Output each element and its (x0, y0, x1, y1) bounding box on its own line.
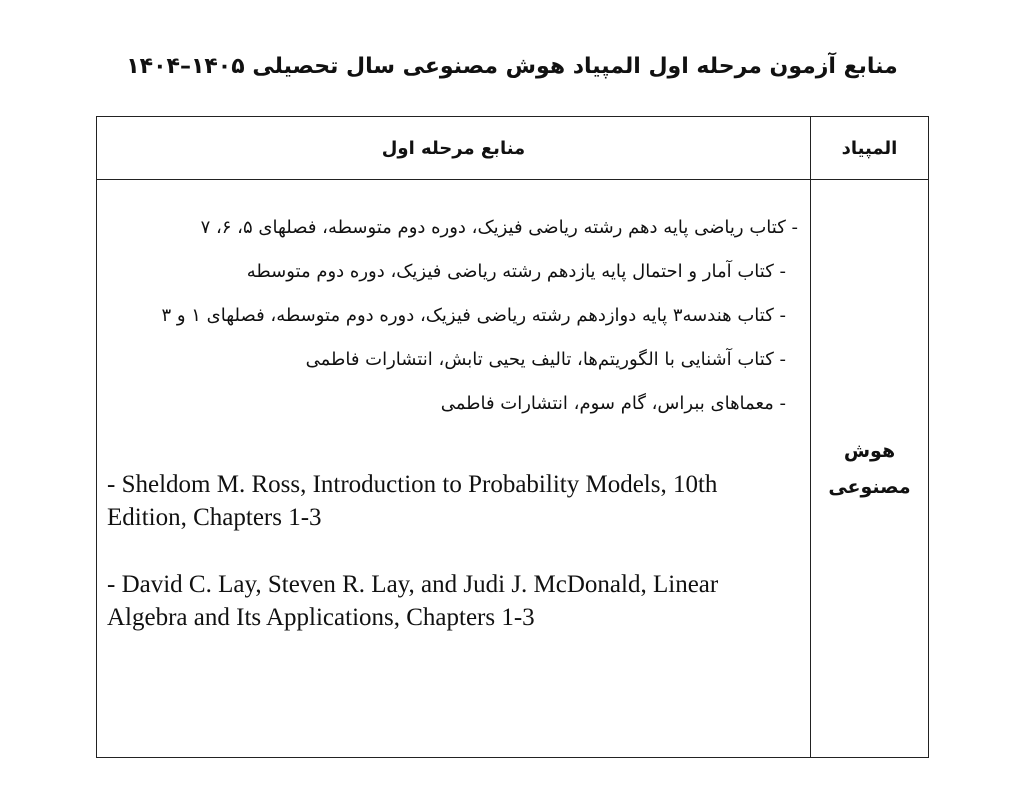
table-row (97, 180, 929, 758)
persian-source-item: - کتاب هندسه۳ پایه دوازدهم رشته ریاضی فیزیک، دوره دوم متوسطه، فصلهای ۱ و ۳ (161, 305, 786, 326)
english-source-item: - Sheldom M. Ross, Introduction to Probability Models, 10th Edition, Chapters 1-3 (107, 471, 718, 531)
header-olympiad: المپیاد (811, 117, 929, 180)
english-source-item: - David C. Lay, Steven R. Lay, and Judi J. McDonald, Linear Algebra and Its Applications, Chapters 1-3 (107, 571, 719, 631)
olympiad-name-line-1: هوش (843, 439, 896, 462)
document-title: منابع آزمون مرحله اول المپیاد هوش مصنوعی سال تحصیلی ۱۴۰۵–۱۴۰۴ (126, 54, 898, 79)
resources-table (96, 116, 929, 758)
persian-source-item: - کتاب آشنایی با الگوریتم‌ها، تالیف یحیی تابش، انتشارات فاطمی (305, 349, 786, 370)
olympiad-name-cell (811, 180, 929, 758)
sources-cell (97, 180, 811, 758)
persian-source-item: - معماهای ببراس، گام سوم، انتشارات فاطمی (440, 393, 786, 414)
persian-sources-list (107, 206, 798, 426)
persian-source-item: - کتاب ریاضی پایه دهم رشته ریاضی فیزیک، دوره دوم متوسطه، فصلهای ۵، ۶، ۷ (200, 217, 798, 238)
olympiad-name-line-2: مصنوعی (828, 475, 911, 498)
table-header-row (97, 117, 929, 180)
persian-source-item: - کتاب آمار و احتمال پایه یازدهم رشته ریاضی فیزیک، دوره دوم متوسطه (246, 261, 786, 282)
english-sources-list (107, 468, 798, 634)
header-sources: منابع مرحله اول (97, 117, 811, 180)
